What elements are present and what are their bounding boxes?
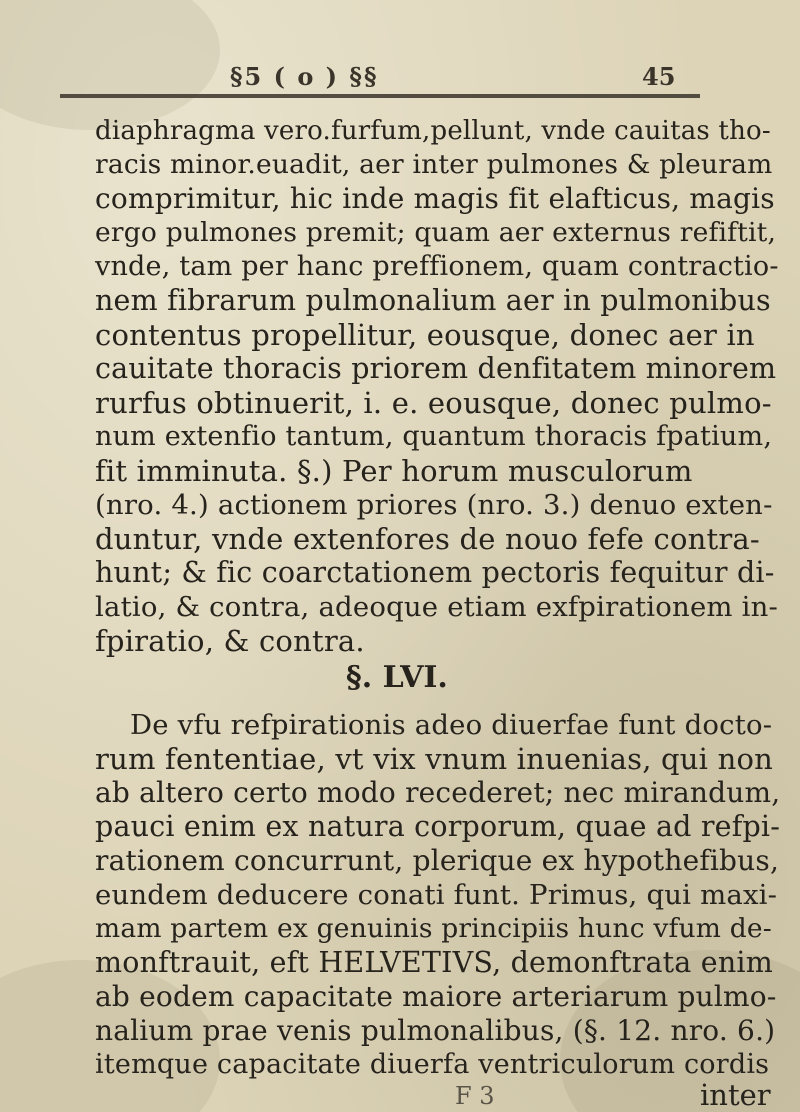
text-line: fit imminuta. §.) Per horum musculorum: [95, 454, 693, 488]
header-ornament: §5 ( o ) §§: [230, 62, 379, 91]
text-line: ergo pulmones premit; quam aer externus refiftit,: [95, 217, 777, 248]
section-heading: §. LVI.: [346, 660, 448, 695]
text-line: (nro. 4.) actionem priores (nro. 3.) denuo exten-: [95, 489, 773, 521]
text-line: diaphragma vero.furfum,pellunt, vnde cauitas tho-: [95, 116, 771, 146]
text-line: comprimitur, hic inde magis fit elafticus, magis: [95, 182, 775, 215]
text-line: ab altero certo modo recederet; nec mirandum,: [95, 776, 781, 809]
text-line: contentus propellitur, eousque, donec aer in: [95, 318, 755, 352]
header-rule: [60, 94, 700, 98]
text-line: De vfu refpirationis adeo diuerfae funt docto-: [130, 709, 773, 741]
text-line: itemque capacitate diuerfa ventriculorum cordis: [95, 1049, 770, 1080]
text-line: duntur, vnde extenfores de nouo fefe contra-: [95, 522, 760, 556]
page-number: 45: [642, 62, 676, 91]
text-line: hunt; & fic coarctationem pectoris fequitur di-: [95, 556, 775, 589]
paper-stain: [0, 0, 220, 130]
text-line: rationem concurrunt, plerique ex hypothefibus,: [95, 844, 780, 877]
text-line: num extenfio tantum, quantum thoracis fpatium,: [95, 421, 773, 452]
text-line: nalium prae venis pulmonalibus, (§. 12. nro. 6.): [95, 1014, 776, 1047]
text-line: rum fententiae, vt vix vnum inuenias, qui non: [95, 742, 773, 776]
text-line: pauci enim ex natura corporum, quae ad refpi-: [95, 810, 781, 843]
text-line: vnde, tam per hanc preffionem, quam contractio-: [95, 251, 779, 282]
text-line: cauitate thoracis priorem denfitatem minorem: [95, 352, 777, 385]
text-line: fpiratio, & contra.: [95, 624, 365, 658]
text-line: eundem deducere conati funt. Primus, qui maxi-: [95, 879, 778, 911]
text-line: nem fibrarum pulmonalium aer in pulmonibus: [95, 284, 771, 317]
catchword: inter: [700, 1078, 771, 1112]
signature-mark: F 3: [455, 1082, 495, 1110]
text-line: racis minor.euadit, aer inter pulmones & pleuram: [95, 149, 773, 180]
running-header: [200, 62, 680, 96]
text-line: monftrauit, eft HELVETIVS, demonftrata enim: [95, 946, 773, 979]
text-line: latio, & contra, adeoque etiam exfpirationem in-: [95, 591, 779, 623]
text-line: rurfus obtinuerit, i. e. eousque, donec pulmo-: [95, 386, 772, 420]
text-line: ab eodem capacitate maiore arteriarum pulmo-: [95, 980, 777, 1013]
text-line: mam partem ex genuinis principiis hunc vfum de-: [95, 913, 772, 944]
